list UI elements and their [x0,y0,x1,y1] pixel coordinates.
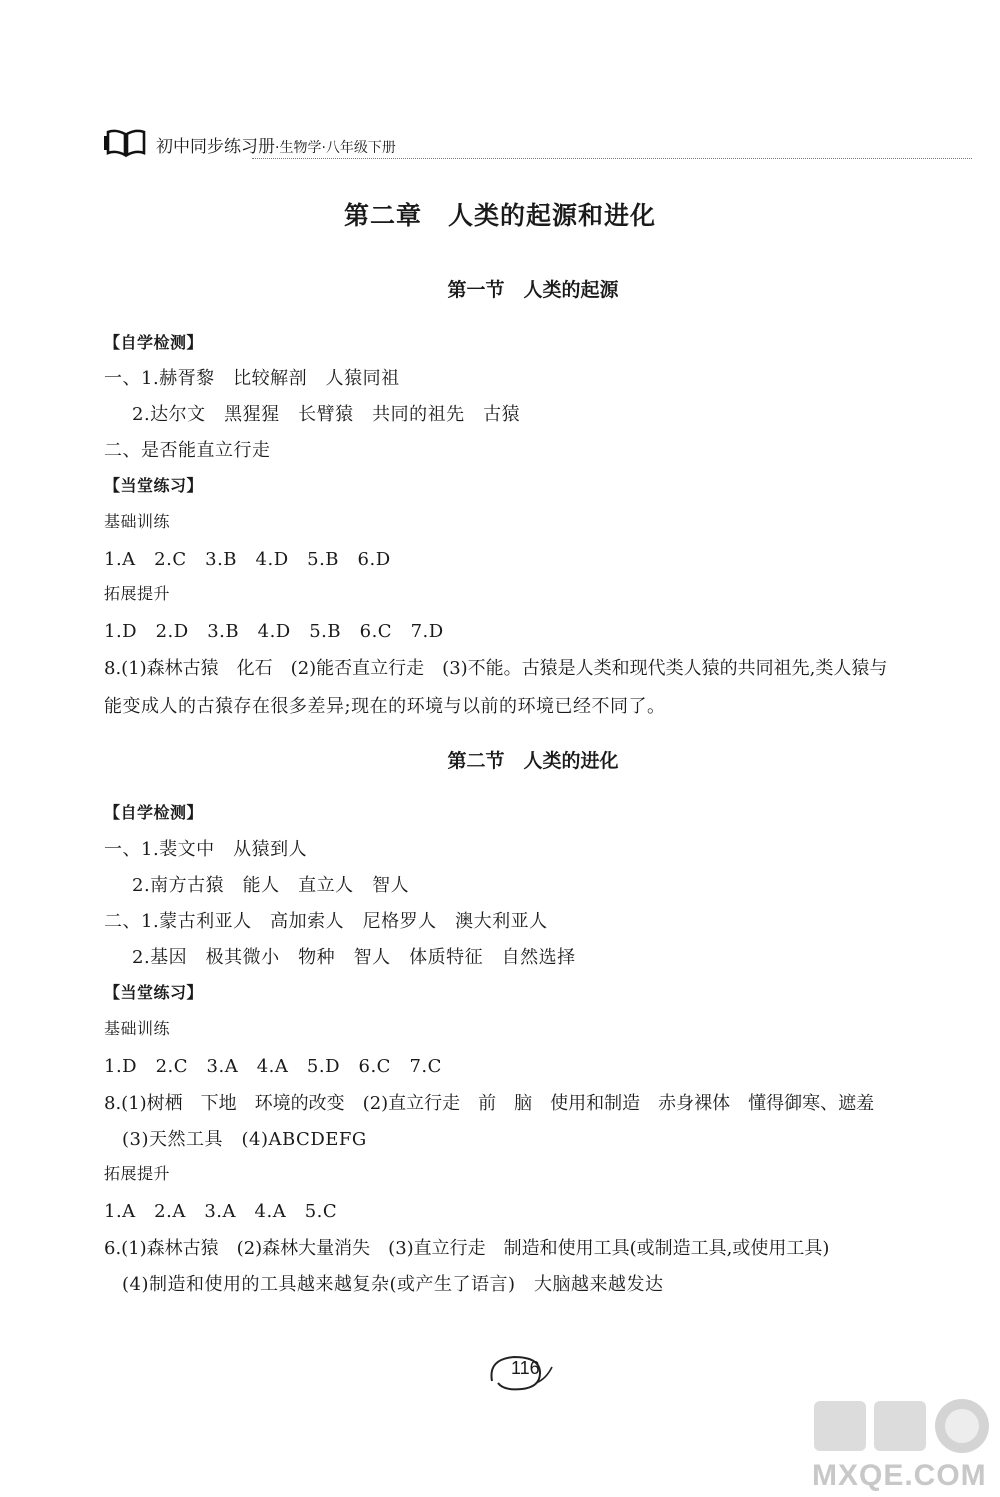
section1-jichu-answers: 1.A 2.C 3.B 4.D 5.B 6.D [104,549,391,570]
section2-jichu-q8-line2: (3)天然工具 (4)ABCDEFG [122,1129,367,1150]
section2-q6-line2: (4)制造和使用的工具越来越复杂(或产生了语言) 大脑越来越发达 [122,1274,664,1295]
section2-zixue-line: 二、1.蒙古利亚人 高加索人 尼格罗人 澳大利亚人 [104,911,548,932]
section2-zixue-label: 【自学检测】 [104,803,204,822]
section1-zixue-line: 2.达尔文 黑猩猩 长臂猿 共同的祖先 古猿 [132,404,521,425]
section1-jichu-label: 基础训练 [104,512,171,531]
section2-q6-line1: 6.(1)森林古猿 (2)森林大量消失 (3)直立行走 制造和使用工具(或制造工具,或使用工具) [104,1238,830,1259]
section2-dangtang-label: 【当堂练习】 [104,983,204,1002]
running-header [104,128,964,164]
book-subtitle: ·生物学·八年级下册 [275,140,396,156]
watermark-logo-icon [808,1395,998,1457]
section1-q8-line1: 8.(1)森林古猿 化石 (2)能否直立行走 (3)不能。古猿是人类和现代类人猿的共同祖先,类人猿与 [104,658,888,679]
header-divider [252,158,972,159]
section1-title: 第一节 人类的起源 [447,279,619,301]
section2-zixue-line: 一、1.裴文中 从猿到人 [104,839,308,860]
section1-zixue-line: 二、是否能直立行走 [104,440,271,461]
chapter-title: 第二章 人类的起源和进化 [343,201,656,230]
open-book-icon [104,128,148,158]
section1-q8-line2: 能变成人的古猿存在很多差异;现在的环境与以前的环境已经不同了。 [104,696,666,717]
section2-title: 第二节 人类的进化 [447,750,619,772]
watermark [808,1395,998,1495]
section2-zixue-line: 2.基因 极其微小 物种 智人 体质特征 自然选择 [132,947,576,968]
section1-tuozhan-label: 拓展提升 [104,584,171,603]
section1-zixue-label: 【自学检测】 [104,333,204,352]
section1-dangtang-label: 【当堂练习】 [104,476,204,495]
section1-zixue-line: 一、1.赫胥黎 比较解剖 人猿同祖 [104,368,400,389]
book-title: 初中同步练习册 [156,137,275,157]
page-number [484,1347,554,1397]
watermark-url: MXQE.COM [812,1459,987,1492]
header-text [156,132,396,157]
page-number-text: 116 [511,1358,540,1378]
section2-tuozhan-label: 拓展提升 [104,1164,171,1183]
section2-jichu-label: 基础训练 [104,1019,171,1038]
section2-jichu-q8-line1: 8.(1)树栖 下地 环境的改变 (2)直立行走 前 脑 使用和制造 赤身裸体 懂得御寒、遮羞 [104,1093,875,1114]
section1-tuozhan-answers: 1.D 2.D 3.B 4.D 5.B 6.C 7.D [104,621,444,642]
section2-zixue-line: 2.南方古猿 能人 直立人 智人 [132,875,410,896]
section2-tuozhan-answers: 1.A 2.A 3.A 4.A 5.C [104,1201,338,1222]
section2-jichu-answers: 1.D 2.C 3.A 4.A 5.D 6.C 7.C [104,1056,442,1077]
